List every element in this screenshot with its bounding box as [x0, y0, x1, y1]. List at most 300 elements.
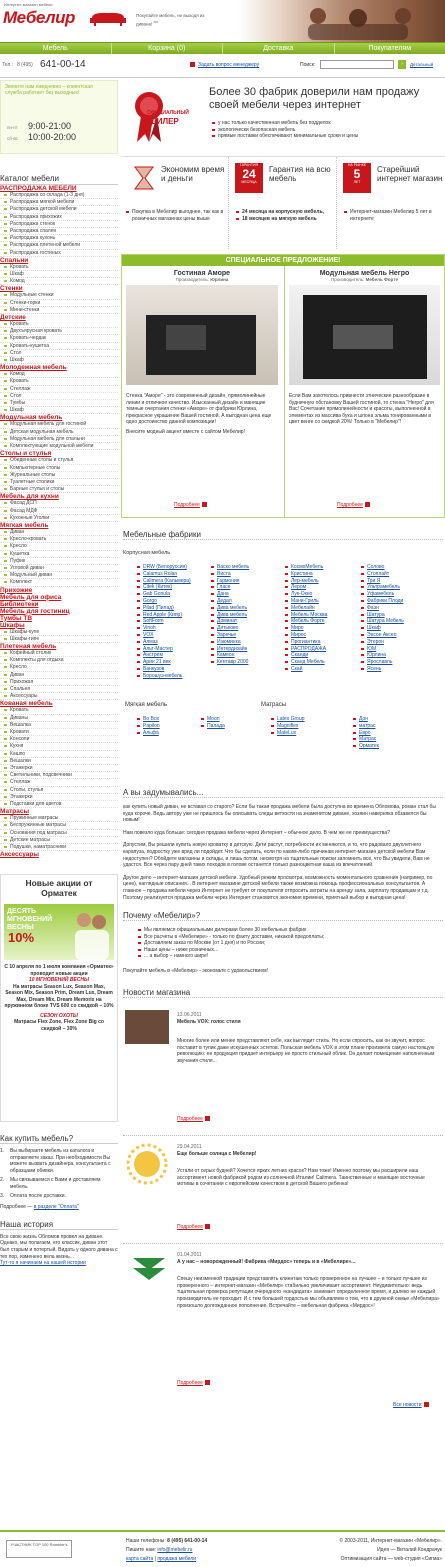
article-p4: Другое дело – интернет-магазин детской мебели. Удобный режим просмотра, возможность моментального сравнения (например, по цене), наглядные описания... В интернет магазине детской мебели также возможна помощь профессиональных консультантов. А главное – продажа мебели через Интернет не требует от покупателя отпросить затраты на аренду зала, зарплату продавцам и т.д. Поэтому реализуется продажа мебели через Интернет становится экономия времени, приятный выбор и выгодная цена!: [123, 874, 433, 901]
catalog-item[interactable]: Мини-стенки: [0, 307, 118, 314]
factory-link[interactable]: Дива мебель: [211, 612, 249, 619]
factory-link[interactable]: Мебелайн: [285, 605, 327, 612]
factory-link[interactable]: Дон: [353, 716, 379, 723]
catalog-group-heading[interactable]: Прихожие: [0, 586, 33, 594]
catalog-item[interactable]: Кровать: [0, 378, 118, 385]
catalog-item[interactable]: Пуфик: [0, 558, 118, 565]
factory-link[interactable]: Мирос: [285, 632, 327, 639]
news-item: [123, 1004, 443, 1136]
hours-box: [0, 80, 118, 154]
factory-link[interactable]: Gab Gonula: [137, 591, 191, 598]
catalog-item[interactable]: Распродажа детской мебели: [0, 206, 118, 213]
arrow-icon: [424, 1402, 429, 1407]
main-content: [121, 80, 445, 1412]
mattress-title: Матрасы: [261, 702, 287, 708]
factory-link[interactable]: Васко мебель: [211, 564, 249, 571]
factory-link[interactable]: Доминат: [211, 618, 249, 625]
factory-link[interactable]: Солово: [361, 564, 404, 571]
factory-link[interactable]: Лером: [285, 584, 327, 591]
factory-link[interactable]: Изюминка: [211, 639, 249, 646]
arrow-icon: [205, 1224, 210, 1229]
factory-link[interactable]: Сканд Мебель: [285, 659, 327, 666]
catalog-group-heading[interactable]: Мебель для гостиниц: [0, 607, 70, 615]
dealer-ribbon-icon: [131, 88, 167, 144]
sun-logo-icon: [125, 1142, 169, 1186]
news-date: 29.04.2011: [177, 1144, 202, 1151]
catalog-item[interactable]: Комод: [0, 278, 118, 285]
article-p1: как купить новый диван, не вставая со старого? Если бы такая продажа мебели была доступна во времена Обломова, роман стал бы куда короче. Ведь автору уже не пришлось бы описывать следы ветхости на знаменитом диване, хозяин наверняка обзавелся бы новым!: [123, 804, 436, 824]
news-item: [123, 1136, 443, 1244]
catalog-item[interactable]: Кровати: [0, 729, 118, 736]
factory-link[interactable]: Дива мебель: [211, 605, 249, 612]
catalog-item[interactable]: Кухня: [0, 743, 118, 750]
factory-link[interactable]: Pilad (Пилад): [137, 605, 191, 612]
factory-link[interactable]: РАСПРОДАЖА: [285, 646, 327, 653]
catalog-item[interactable]: Спальня: [0, 686, 118, 693]
factory-link[interactable]: Мани-Гриль: [285, 598, 327, 605]
catalog-item[interactable]: Журнальные столы: [0, 472, 118, 479]
factory-link[interactable]: Bo Box: [137, 716, 160, 723]
news-text: Многие более или менее представляют себе, как выглядит стиль. Но если спросить, как он звучит, вопрос поставит в тупик даже искушенных эстетов. Польская мебель VOX в этом плане произвела самую настоящую революцию: ее продукция придает интерьеру не просто стильный облик. Он делает помещение наполненным звучания стиля...: [177, 1038, 435, 1064]
catalog-item[interactable]: Шкаф: [0, 407, 118, 414]
dealer-bullet: экологически безопасная мебель: [211, 127, 441, 134]
soft-col: [201, 716, 225, 730]
offer-text2: Внесите модный акцент вместе с сайтом Мебелир!: [126, 428, 245, 435]
catalog-group-heading[interactable]: Кованая мебель: [0, 700, 53, 708]
factories-block: [121, 518, 445, 788]
nav-furniture[interactable]: Мебель: [0, 43, 112, 54]
catalog-group-heading[interactable]: Аксессуары: [0, 851, 39, 859]
catalog-item[interactable]: Барные стулья и столы: [0, 486, 118, 493]
catalog-item[interactable]: Детские матрасы: [0, 837, 118, 844]
catalog-item[interactable]: Распродажа мягкой мебели: [0, 199, 118, 206]
benefit-text: Покупка в Мебелир выгоднее, так как в розничных магазинах цены выше: [125, 209, 225, 222]
factory-link[interactable]: Прогиантика: [285, 639, 327, 646]
catalog-item[interactable]: Модульные стенки: [0, 292, 118, 299]
catalog-group-heading[interactable]: Молодежная мебель: [0, 364, 67, 372]
catalog-group-heading[interactable]: Матрасы: [0, 808, 30, 816]
promo-p5: Матрасы Flex Zone, Flex Zone Big со скидкой – 30%: [14, 1019, 104, 1032]
search-label: Поиск:: [300, 62, 316, 68]
promo-banner-pct: 10%: [8, 930, 35, 946]
catalog-item[interactable]: Кровать: [0, 264, 118, 271]
howto-step: 3. Оплата после доставки.: [0, 1193, 66, 1200]
benefit-economy: [121, 157, 229, 249]
catalog-item[interactable]: Этажерки: [0, 794, 118, 801]
factory-link[interactable]: Дана: [211, 591, 249, 598]
howto-more: Подробнее — в разделе "Оплата": [0, 1203, 79, 1210]
footer-phones: Наши телефоны: 8 (495) 641-00-14: [126, 1538, 208, 1544]
phone-bar: [0, 56, 445, 78]
catalog-item[interactable]: Кашпо: [0, 751, 118, 758]
factory-link[interactable]: Уфамебель: [361, 591, 404, 598]
catalog-group-heading[interactable]: Тумбы ТВ: [0, 614, 33, 622]
search-input[interactable]: [320, 60, 394, 69]
offer-maker: Производитель: Юрлина: [175, 277, 229, 282]
phone-number: 641-00-14: [40, 59, 86, 70]
catalog-item[interactable]: Комплектующие модульной мебели: [0, 443, 118, 450]
factory-link[interactable]: Миро: [285, 625, 327, 632]
why-list: Мы являемся официальными дилерами более 30 мебельных фабрик Все расчеты в «Мебелире» - только по факту доставки, никакой предоплаты; Доставляем заказ по Москве (от 1 дня) и по России; Наши цены – ниже розничных... ... а выбор – намного шире!: [137, 927, 443, 960]
factory-link[interactable]: Виста: [211, 571, 249, 578]
search-advanced-link[interactable]: Детальный: [410, 62, 434, 67]
catalog-title: Каталог мебели: [0, 174, 118, 185]
factory-link[interactable]: Матрас: [353, 736, 379, 743]
dealer-block: [121, 80, 445, 156]
factory-link[interactable]: Дедал: [211, 598, 249, 605]
catalog-item[interactable]: Кушетка: [0, 551, 118, 558]
catalog-item[interactable]: Комплект: [0, 579, 118, 586]
catalog-item[interactable]: Диван: [0, 672, 118, 679]
catalog-group-heading[interactable]: Плетеная мебель: [0, 642, 57, 650]
catalog-item[interactable]: Вешалки: [0, 758, 118, 765]
footer-email: Пишите нам: info@mebelir.ru: [126, 1547, 193, 1553]
footer: [0, 1530, 445, 1567]
main-nav: [0, 42, 445, 54]
offer-photo[interactable]: [289, 285, 440, 385]
news-text: Устали от серых будней? Хочется ярких летних красок? Нам тоже! Именно поэтому мы расширили наш ассортимент новой фабрикой родом из солнечной Италии! Calimera. Таинственные и манящие восточные мотивы в сочетании с европейским качеством в детской Вашего ребенка!: [177, 1168, 425, 1188]
factory-link[interactable]: Gorgo: [137, 598, 191, 605]
news-date: 13.06.2011: [177, 1012, 202, 1019]
article-closing: Покупайте мебель в «Мебелир» - экономьте с удовольствием!: [123, 967, 268, 974]
catalog-item[interactable]: Шкафы-купе: [0, 629, 118, 636]
hours-note: Звоните нам ежедневно – клиентская служба работает без выходных!: [5, 84, 93, 96]
article-p3: Допустим, Вы решили купить новую кроватку в детскую. Дети растут, потребности их меняются, и то, что радовало двухлетнего карапуза, подростку уже вряд ли подойдет. Что бы сделать, если по каким-либо причинам интернет-магазин детской мебели Вам недоступен? Обойдете магазины и склады, и лишь потом, несмотря на тщательные поиски запомнить все, что Вы увидели, Вам не удастся. Все через пару дней таких походов в голове останется только разноцветная каша из впечатлений.: [123, 842, 430, 869]
catalog-group-heading[interactable]: Мебель для офиса: [0, 593, 62, 601]
factory-link[interactable]: Шатура: [361, 612, 404, 619]
catalog-item[interactable]: Двухъярусная кровать: [0, 328, 118, 335]
weekend-label: сб-вс: [7, 136, 18, 141]
catalog-item[interactable]: Основания под матрасы: [0, 830, 118, 837]
catalog-item[interactable]: Кровать: [0, 321, 118, 328]
offer-more[interactable]: Подробнее: [174, 502, 207, 508]
news-photo[interactable]: [125, 1010, 169, 1044]
story-box: [0, 1220, 118, 1266]
catalog-group-heading[interactable]: Мягкая мебель: [0, 521, 49, 529]
catalog-item[interactable]: Туалетные столики: [0, 479, 118, 486]
benefit-warranty: [231, 157, 337, 249]
catalog-item[interactable]: Кресло: [0, 664, 118, 671]
factory-link[interactable]: Этерон: [361, 639, 404, 646]
catalog-group-heading[interactable]: Мебель для кухни: [0, 493, 59, 501]
footer-sale-link[interactable]: продажа мебели: [157, 1556, 196, 1562]
catalog-item[interactable]: Кресло: [0, 543, 118, 550]
catalog-item[interactable]: Прихожая: [0, 679, 118, 686]
offer-text: Стенка "Аморе" - это современный дизайн, прямолинейные линии и отличное качество. Изысканный дизайн и манящие темные очертания стенки «Аморе» от фабрики Юрлина, прекрасное украшение Вашей гостиной. А выгодная цена еще одно достоинство данной композиции!: [126, 393, 272, 426]
catalog-group-heading[interactable]: Столы и стулья: [0, 450, 52, 458]
news-block: [121, 988, 445, 1412]
offer-name[interactable]: Гостиная Аморе: [173, 270, 231, 277]
catalog-item[interactable]: Распродажа плетеной мебели: [0, 242, 118, 249]
news-head[interactable]: Еще больше солнца с Мебелир!: [177, 1151, 257, 1158]
factory-link[interactable]: Мебель Москва: [285, 612, 327, 619]
factory-link[interactable]: Magniflex: [271, 723, 305, 730]
cabinet-col: [285, 564, 327, 673]
catalog-item[interactable]: Фасад МДФ: [0, 508, 118, 515]
catalog-item[interactable]: Вешалка: [0, 722, 118, 729]
factory-link[interactable]: Три Я: [361, 578, 404, 585]
factory-link[interactable]: SoftForm: [137, 618, 191, 625]
catalog-item[interactable]: Пружинные матрасы: [0, 815, 118, 822]
howto-step: 2. Мы связываемся с Вами и доставляем мебель.: [0, 1177, 101, 1190]
factory-link[interactable]: Vinoh: [137, 625, 191, 632]
couple-photo-placeholder: [69, 908, 113, 960]
factory-link[interactable]: Фаэн: [361, 605, 404, 612]
factory-link[interactable]: Скай: [285, 666, 327, 673]
story-more-link[interactable]: Тут-то я начинаем на нашей истории: [0, 1260, 86, 1267]
catalog-item[interactable]: Модульная мебель для спальни: [0, 436, 118, 443]
factory-link[interactable]: Лук-Окно: [285, 591, 327, 598]
news-title: Новости магазина: [123, 988, 443, 998]
catalog-item[interactable]: Модульная мебель для гостиной: [0, 421, 118, 428]
factory-link[interactable]: Calamus Rolan: [137, 571, 191, 578]
catalog-item[interactable]: Этажерки: [0, 765, 118, 772]
catalog-item[interactable]: Кофейный столик: [0, 650, 118, 657]
catalog-item[interactable]: Компьютерные столы: [0, 465, 118, 472]
catalog-item[interactable]: Стеллаж: [0, 779, 118, 786]
factory-link[interactable]: Стоплайт: [361, 571, 404, 578]
news-more[interactable]: Подробнее: [177, 1224, 210, 1230]
factory-link[interactable]: ЮМ: [361, 646, 404, 653]
ask-manager-link[interactable]: Задать вопрос менеджеру: [198, 62, 260, 68]
factory-link[interactable]: Гласе: [211, 584, 249, 591]
howto-step-number: 1.: [0, 1148, 5, 1155]
factory-link[interactable]: Альт-Мастер: [137, 646, 191, 653]
news-date: 01.04.2011: [177, 1252, 202, 1259]
factory-link[interactable]: Сканди: [285, 652, 327, 659]
weekend-hours: 10:00-20:00: [28, 132, 77, 142]
catalog-item[interactable]: Шкафы-гипе: [0, 636, 118, 643]
catalog-group-heading[interactable]: Детские: [0, 314, 26, 322]
benefits-row: [121, 156, 445, 248]
weekday-hours: 9:00-21:00: [28, 121, 72, 131]
catalog-item[interactable]: Кухонные Уголки: [0, 515, 118, 522]
howto-title: Как купить мебель?: [0, 1134, 118, 1144]
catalog-group-heading[interactable]: Библиотеки: [0, 600, 39, 608]
howto-step-number: 3.: [0, 1193, 5, 1200]
catalog-group-heading[interactable]: Модульная мебель: [0, 414, 63, 422]
catalog-item[interactable]: Распродажа со склада (1-3 дня): [0, 192, 118, 199]
arrow-icon: [202, 502, 207, 507]
nav-cart[interactable]: Корзина (0): [112, 43, 224, 54]
catalog-group-heading[interactable]: Спальни: [0, 256, 29, 264]
article-block: [121, 788, 445, 974]
promo-p4: СЕЗОН ОХОТЫ: [40, 1012, 78, 1019]
logo[interactable]: Мебелир: [3, 8, 75, 27]
catalog-item[interactable]: Диваны: [0, 715, 118, 722]
factory-link[interactable]: Papilon: [137, 723, 160, 730]
weekday-label: пн-пт: [7, 125, 18, 130]
offer-amore: [122, 266, 282, 518]
factory-link[interactable]: Интердизайн: [211, 646, 249, 653]
cabinet-title: Корпусная мебель: [123, 550, 171, 556]
promo-banner-text: ДЕСЯТЬ МГНОВЕНИЙ ВЕСНЫ: [7, 908, 53, 932]
offer-name[interactable]: Модульная мебель Негро: [319, 270, 410, 277]
benefit-title: Старейший интернет магазин: [377, 165, 443, 183]
factory-link[interactable]: Moon: [201, 716, 225, 723]
catalog-group-heading[interactable]: Шкафы: [0, 621, 25, 629]
factory-link[interactable]: Заречье: [211, 632, 249, 639]
news-more[interactable]: Подробнее: [177, 1380, 210, 1386]
search-go-button[interactable]: ›: [398, 60, 406, 69]
factory-link[interactable]: Юрлина: [361, 652, 404, 659]
catalog-item[interactable]: Тумбы: [0, 400, 118, 407]
factory-link[interactable]: Ультрамебель: [361, 584, 404, 591]
howto-more-link[interactable]: в разделе "Оплата": [33, 1203, 79, 1210]
logo-tagline: Интернет-магазин мебели: [4, 2, 53, 7]
catalog-item[interactable]: Комод: [0, 371, 118, 378]
factory-link[interactable]: матрас: [353, 723, 379, 730]
factory-link[interactable]: КосмоМебель: [285, 564, 327, 571]
catalog-group-heading[interactable]: РАСПРОДАЖА МЕБЕЛИ: [0, 185, 77, 192]
benefit-title: Гарантия на всю мебель: [269, 165, 331, 183]
years-badge: НА РЫНКЕ 5 ЛЕТ: [343, 163, 371, 193]
story-title: Наша история: [0, 1220, 118, 1230]
factory-link[interactable]: Шкаф: [361, 625, 404, 632]
news-more[interactable]: Подробнее: [177, 1116, 210, 1122]
factory-link[interactable]: Альфа: [137, 730, 160, 737]
benefit-text: Интернет-магазин Мебелир 5 лет в интернете: [343, 209, 443, 222]
factories-title: Мебельные фабрики: [123, 530, 443, 540]
promo-p2: 10 МГНОВЕНИЙ ВЕСНЫ: [29, 977, 89, 984]
factory-link[interactable]: Орматек: [353, 743, 379, 750]
factory-link[interactable]: Анстрем: [137, 652, 191, 659]
footer-design: Идея — Виталий Кондрачук: [377, 1547, 442, 1553]
catalog-item[interactable]: Распродажа прихожих: [0, 214, 118, 221]
catalog-list: [0, 185, 118, 858]
soft-title: Мягкая мебель: [125, 702, 167, 708]
offer-text: Если Вам захотелось привнести этнические разнообразие в будничную обстановку Вашей гостиной, то стенка "Негро" для Вас! Сочетание прямолинейности и красоты, выполненной в элементах из массива бука и шпона эльма тонированными в цвет венге со скидкой 20%! Только в "Мебелир"!: [289, 393, 434, 426]
news-head[interactable]: А у нас – новорожденный! Фабрика «Мирдос» теперь и в «Мебелире»...: [177, 1259, 356, 1266]
nav-delivery[interactable]: Доставка: [223, 43, 335, 54]
catalog-item[interactable]: Консоли: [0, 736, 118, 743]
factory-link[interactable]: Алмаз: [137, 639, 191, 646]
catalog-item[interactable]: Подушки, наматрасники: [0, 844, 118, 851]
dealer-badge-line2: ДИЛЕР: [151, 117, 179, 126]
phone-code: 8 (495): [17, 62, 33, 68]
footer-copyright: © 2003-2011, Интернет-магазин «Мебелир».: [339, 1538, 442, 1544]
factory-link[interactable]: Борошуэ-мебель: [137, 673, 191, 680]
catalog-item[interactable]: Распродажа кухонь: [0, 235, 118, 242]
factory-link[interactable]: Арин 21 век: [137, 659, 191, 666]
factory-link[interactable]: Энсон Аксео: [361, 632, 404, 639]
catalog-item[interactable]: Распродажа гостиных: [0, 250, 118, 257]
catalog-item[interactable]: Кровать: [0, 707, 118, 714]
article-p2: Нам повезло куда больше: сегодня продажа мебели через Интернет – обычное дело. В чем же ее преимущества?: [123, 829, 390, 836]
factory-link[interactable]: Лер-мебель: [285, 578, 327, 585]
footer-map-link[interactable]: карта сайта: [126, 1556, 154, 1562]
factory-link[interactable]: Кентавр 2000: [211, 659, 249, 666]
catalog-item[interactable]: Аксессуары: [0, 693, 118, 700]
catalog-item[interactable]: Обеденные столы и стулья: [0, 457, 118, 464]
catalog-group-heading[interactable]: Стенки: [0, 285, 23, 293]
factory-link[interactable]: Latex Group: [271, 716, 305, 723]
factory-link[interactable]: Ясень: [361, 666, 404, 673]
special-heading: СПЕЦИАЛЬНОЕ ПРЕДЛОЖЕНИЕ!: [122, 255, 444, 266]
slogan: Покупайте мебель, не выходя из дивана! ™: [136, 13, 205, 27]
dealer-title: Более 30 фабрик доверили нам продажу своей мебели через интернет: [209, 86, 420, 111]
mattress-col: [353, 716, 379, 750]
factory-link[interactable]: Кристина: [285, 571, 327, 578]
catalog-item[interactable]: Беспружинные матрасы: [0, 822, 118, 829]
catalog-item[interactable]: Распродажа стенок: [0, 221, 118, 228]
promo-title: Новые акции от Орматек: [25, 878, 93, 899]
mirdos-logo-icon: [131, 1254, 167, 1284]
factory-link[interactable]: Евро: [353, 730, 379, 737]
catalog-item[interactable]: Стеллаж: [0, 386, 118, 393]
catalog-item[interactable]: Фасад ДСП: [0, 500, 118, 507]
promo-p1: С 10 апреля по 1 июля компания «Орматек» проводит новые акции: [4, 964, 114, 977]
factory-link[interactable]: Фабрики Плоди: [361, 598, 404, 605]
factory-link[interactable]: Камеон: [211, 652, 249, 659]
catalog-item[interactable]: Детская модульная мебель: [0, 429, 118, 436]
factory-link[interactable]: Мебель Форте: [285, 618, 327, 625]
factory-link[interactable]: Red Apple (Кипр): [137, 612, 191, 619]
nav-customers[interactable]: Покупателям: [368, 45, 412, 52]
catalog-item[interactable]: Кровать-чердак: [0, 335, 118, 342]
footer-email-link[interactable]: info@mebelir.ru: [157, 1547, 193, 1553]
factory-link[interactable]: Гармония: [211, 578, 249, 585]
factory-link[interactable]: Calimera (Кальмера): [137, 578, 191, 585]
catalog-item[interactable]: Модульный диван: [0, 572, 118, 579]
all-news[interactable]: Все новости: [393, 1402, 429, 1408]
catalog-item[interactable]: Стенки-горки: [0, 300, 118, 307]
catalog-item[interactable]: Стол: [0, 393, 118, 400]
catalog-item[interactable]: Светильники, подсвечники: [0, 772, 118, 779]
factory-link[interactable]: Палада: [201, 723, 225, 730]
catalog-item[interactable]: Шкаф: [0, 357, 118, 364]
catalog-item[interactable]: Столы, стулья: [0, 787, 118, 794]
factory-link[interactable]: Citek (Китек): [137, 584, 191, 591]
article-title: А вы задумывались...: [123, 788, 443, 798]
soft-col: [137, 716, 160, 736]
factory-link[interactable]: VOX: [137, 632, 191, 639]
factory-link[interactable]: Шатура Мебель: [361, 618, 404, 625]
footer-promo: Оптимизация сайта — web-студия «Сигма»: [340, 1556, 442, 1562]
factory-link[interactable]: Дятьково: [211, 625, 249, 632]
offer-more[interactable]: Подробнее: [337, 502, 370, 508]
offer-photo[interactable]: [126, 285, 278, 385]
howto-steps: [0, 1148, 118, 1200]
catalog-item[interactable]: Распродажа спален: [0, 228, 118, 235]
catalog-item[interactable]: Подставки для цветов: [0, 801, 118, 808]
factory-link[interactable]: DRW (Белоруссия): [137, 564, 191, 571]
header: [0, 0, 445, 42]
footer-links: карта сайта | продажа мебели: [126, 1556, 196, 1562]
catalog-item[interactable]: Угловой диван: [0, 565, 118, 572]
catalog-item[interactable]: Стол: [0, 350, 118, 357]
factory-link[interactable]: Ванкузов: [137, 666, 191, 673]
dealer-badge-line1: ОФИЦИАЛЬНЫЙ: [147, 110, 189, 116]
promo-banner[interactable]: [4, 904, 114, 960]
factory-link[interactable]: Ярославль: [361, 659, 404, 666]
dealer-bullet: прямые поставки обеспечивают минимальные сроки и цены: [211, 133, 441, 140]
cabinet-col: [137, 564, 191, 680]
catalog-item[interactable]: Шкаф: [0, 271, 118, 278]
catalog-item[interactable]: Комплекты для отдыха: [0, 657, 118, 664]
phone-label: Тел.:: [2, 62, 14, 68]
top100-counter[interactable]: УЧАСТНИК TOP 100 Rambler's: [6, 1540, 72, 1558]
story-text: Все свою жизнь Обломов провел на диване. Однако, мы полагаем, его классик, диван этот был старым и потертый. Видать у одного дивана с тех пор, изменено вела жизнь...: [0, 1233, 118, 1260]
factory-link[interactable]: MateLux: [271, 730, 305, 737]
news-head[interactable]: Мебель VOX: голос стиля: [177, 1019, 241, 1026]
catalog-item[interactable]: Диван: [0, 529, 118, 536]
dealer-bullets: [211, 120, 441, 140]
dealer-bullet: у нас только качественная мебель без подделок: [211, 120, 441, 127]
people-photo-placeholder: [278, 4, 438, 40]
catalog-item[interactable]: Кресло-кровать: [0, 536, 118, 543]
catalog-item[interactable]: Кровать-кушетка: [0, 343, 118, 350]
